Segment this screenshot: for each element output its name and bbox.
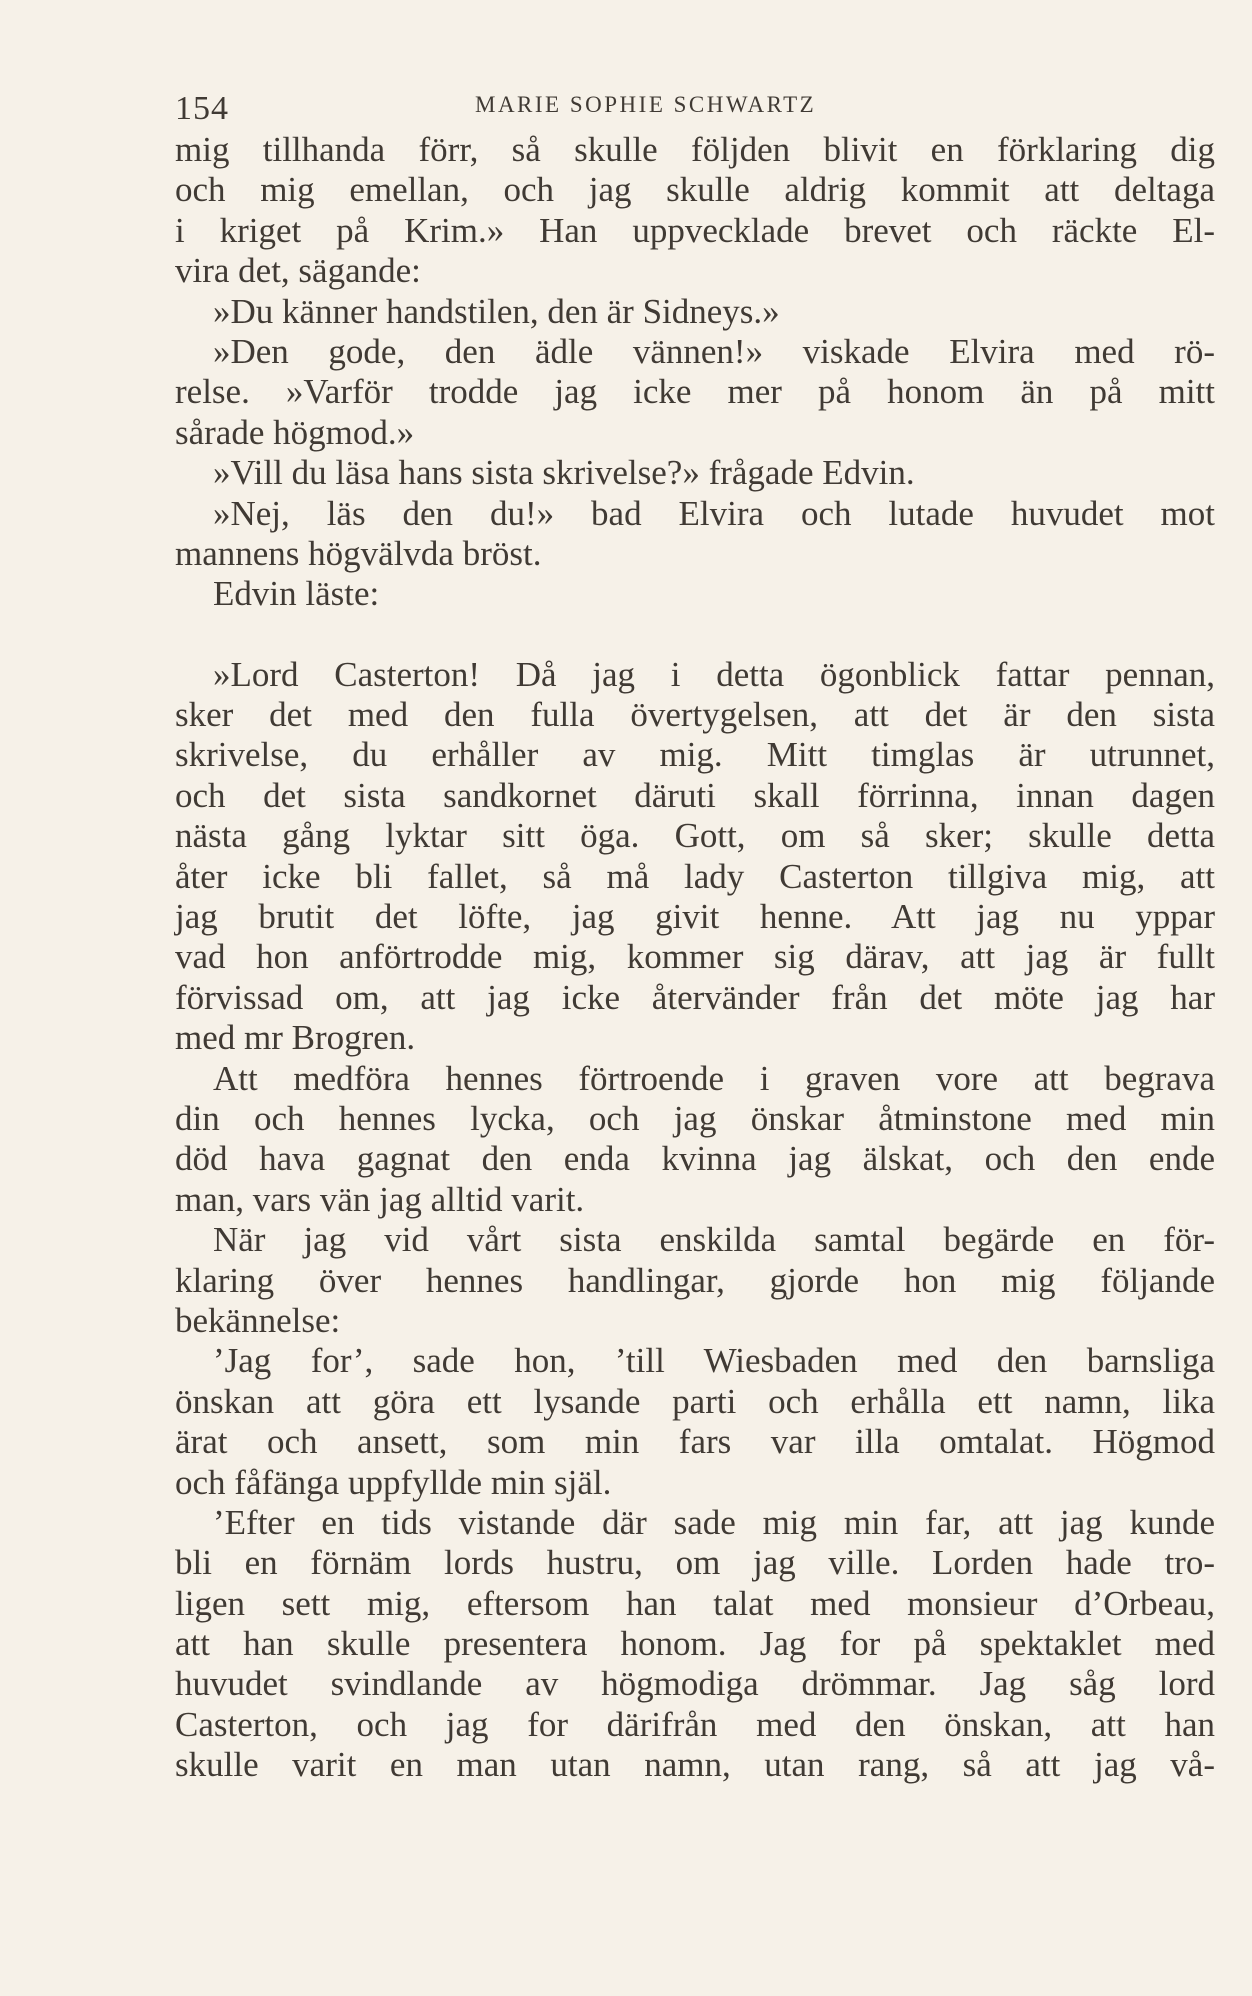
- text-line: och fåfänga uppfyllde min själ.: [175, 1462, 612, 1502]
- text-line: bekännelse:: [175, 1300, 341, 1340]
- text-line: sårade högmod.»: [175, 412, 415, 452]
- text-line: skrivelse, du erhåller av mig. Mitt timglas är utrunnet,: [175, 735, 1215, 775]
- text-line: När jag vid vårt sista enskilda samtal begärde en för-: [213, 1220, 1215, 1260]
- text-line: huvudet svindlande av högmodiga drömmar. Jag såg lord: [175, 1664, 1215, 1704]
- text-line: att han skulle presentera honom. Jag for på spektaklet med: [175, 1624, 1215, 1664]
- text-line: man, vars vän jag alltid varit.: [175, 1179, 585, 1219]
- text-line: med mr Brogren.: [175, 1018, 416, 1058]
- paragraph-gap: [175, 615, 1215, 655]
- text-line: Att medföra hennes förtroende i graven vore att begrava: [213, 1058, 1215, 1098]
- running-head: MARIE SOPHIE SCHWARTZ: [475, 92, 817, 117]
- text-line: Edvin läste:: [213, 574, 380, 614]
- text-line: ärat och ansett, som min fars var illa omtalat. Högmod: [175, 1422, 1215, 1462]
- text-line: »Du känner handstilen, den är Sidneys.»: [213, 291, 780, 331]
- text-line: ’Jag for’, sade hon, ’till Wiesbaden med den barnsliga: [213, 1341, 1215, 1381]
- page-header: [175, 70, 1215, 130]
- text-line: ’Efter en tids vistande där sade mig min far, att jag kunde: [213, 1502, 1215, 1542]
- page-number: 154: [175, 90, 229, 127]
- text-line: förvissad om, att jag icke återvänder från det möte jag har: [175, 977, 1215, 1017]
- text-line: klaring över hennes handlingar, gjorde hon mig följande: [175, 1260, 1215, 1300]
- text-line: och mig emellan, och jag skulle aldrig kommit att deltaga: [175, 170, 1215, 210]
- text-line: i kriget på Krim.» Han uppvecklade brevet och räckte El-: [175, 210, 1215, 250]
- text-line: sker det med den fulla övertygelsen, att det är den sista: [175, 695, 1215, 735]
- text-line: vira det, sägande:: [175, 251, 421, 291]
- text-line: mig tillhanda förr, så skulle följden blivit en förklaring dig: [175, 130, 1215, 169]
- text-line: »Nej, läs den du!» bad Elvira och lutade huvudet mot: [213, 493, 1215, 533]
- text-line: Casterton, och jag for därifrån med den önskan, att han: [175, 1704, 1215, 1744]
- text-line: nästa gång lyktar sitt öga. Gott, om så sker; skulle detta: [175, 816, 1215, 856]
- text-line: relse. »Varför trodde jag icke mer på honom än på mitt: [175, 372, 1215, 412]
- text-block: [175, 70, 1215, 1786]
- text-line: och det sista sandkornet däruti skall förrinna, innan dagen: [175, 775, 1215, 815]
- text-line: mannens högvälvda bröst.: [175, 533, 542, 573]
- text-line: »Vill du läsa hans sista skrivelse?» frågade Edvin.: [213, 453, 915, 493]
- text-line: »Den gode, den ädle vännen!» viskade Elvira med rö-: [213, 331, 1215, 371]
- text-line: åter icke bli fallet, så må lady Casterton tillgiva mig, att: [175, 856, 1215, 896]
- text-line: jag brutit det löfte, jag givit henne. Att jag nu yppar: [175, 897, 1215, 937]
- text-line: död hava gagnat den enda kvinna jag älskat, och den ende: [175, 1139, 1215, 1179]
- text-line: ligen sett mig, eftersom han talat med monsieur d’Orbeau,: [175, 1583, 1215, 1623]
- text-line: »Lord Casterton! Då jag i detta ögonblick fattar pennan,: [213, 654, 1215, 694]
- text-line: bli en förnäm lords hustru, om jag ville. Lorden hade tro-: [175, 1543, 1215, 1583]
- text-line: önskan att göra ett lysande parti och erhålla ett namn, lika: [175, 1381, 1215, 1421]
- text-line: skulle varit en man utan namn, utan rang, så att jag vå-: [175, 1745, 1215, 1785]
- text-line: din och hennes lycka, och jag önskar åtminstone med min: [175, 1098, 1215, 1138]
- text-line: vad hon anförtrodde mig, kommer sig därav, att jag är fullt: [175, 937, 1215, 977]
